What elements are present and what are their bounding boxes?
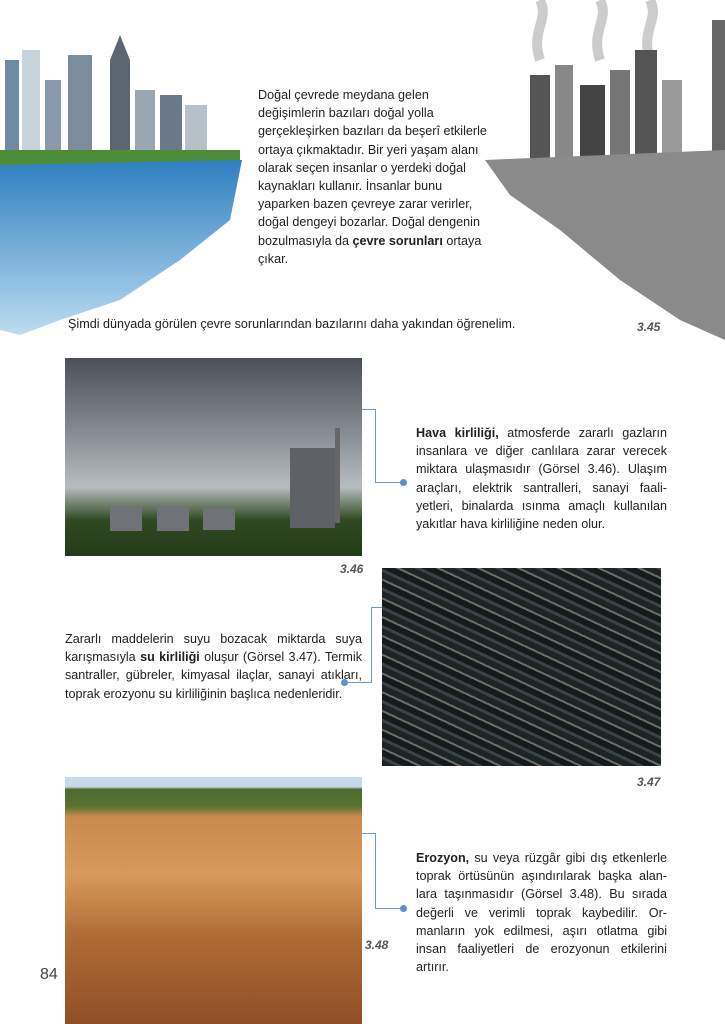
erosion-bold-term: Erozyon, xyxy=(416,851,470,865)
page-number: 84 xyxy=(40,966,58,983)
water-text: Zararlı maddelerin suyu bozacak miktarda suya karışmasıyla xyxy=(65,632,362,665)
figure-caption-3-47: 3.47 xyxy=(637,775,661,789)
water-pollution-photo xyxy=(382,568,661,766)
connector-line xyxy=(375,482,403,483)
intro-text-end: ortaya çıkar. xyxy=(258,233,482,266)
connector-line xyxy=(375,833,376,908)
air-pollution-paragraph xyxy=(416,424,667,533)
connector-dot xyxy=(400,905,407,912)
polluted-city-island-image xyxy=(480,0,725,340)
green-city-island-image xyxy=(0,0,245,340)
lead-sentence: Şimdi dünyada görülen çevre sorunlarından bazılarını daha yakından öğrenelim. xyxy=(68,317,516,331)
intro-paragraph xyxy=(258,86,494,268)
intro-bold-term: çevre sorunları xyxy=(352,233,443,248)
figure-caption-3-45: 3.45 xyxy=(637,320,661,334)
connector-line xyxy=(371,607,382,608)
air-bold-term: Hava kirliliği, xyxy=(416,426,499,440)
connector-line xyxy=(375,908,403,909)
water-bold-term: su kirliliği xyxy=(140,650,200,665)
connector-dot xyxy=(400,479,407,486)
figure-caption-3-48: 3.48 xyxy=(365,938,389,952)
connector-line xyxy=(362,409,376,410)
water-text-end: oluşur (Görsel 3.47). Termik santraller, gübreler, kimyasal ilaçlar, sanayi atıkları, toprak erozyonu su kirliliğinin başlıca nedenleridir. xyxy=(65,650,362,701)
air-pollution-photo xyxy=(65,358,362,556)
air-text: atmosferde zararlı gazların insanlara ve diğer canlılara zarar verecek miktara ulaşmasıdır (Görsel 3.46). Ulaşım araçları, elektrik santralleri, sanayi faali-yetleri, binalarda ısınma amaçlı kullanılan yakıtlar hava kirliliğine neden olur. xyxy=(416,426,667,532)
intro-text: Doğal çevrede meydana gelen değişimlerin bazıları doğal yolla gerçekleşirken bazıları da beşerî etkilerle ortaya çıkmaktadır. Bir yeri yaşam alanı olarak seçen insanlar o yerdeki doğal kaynakları kullanır. İnsanlar bunu yaparken bazen çevreye zarar verirler, doğal dengeyi bozarlar. Doğal dengenin bozulmasıyla da xyxy=(258,88,487,248)
connector-line xyxy=(362,833,376,834)
figure-caption-3-46: 3.46 xyxy=(340,562,364,576)
erosion-photo xyxy=(65,777,362,1024)
water-pollution-paragraph xyxy=(65,630,362,703)
connector-line xyxy=(371,607,372,683)
connector-line xyxy=(375,409,376,482)
erosion-text: su veya rüzgâr gibi dış etkenlerle toprak örtüsünün aşındırılarak başka alan-lara taşınmasıdır (Görsel 3.48). Bu sırada değerli ve verimli toprak kaybedilir. Or-manların yok edilmesi, aşırı otlatma gibi insan faaliyetleri de erozyonun etkilerini artırır. xyxy=(416,851,667,975)
erosion-paragraph xyxy=(416,849,667,976)
